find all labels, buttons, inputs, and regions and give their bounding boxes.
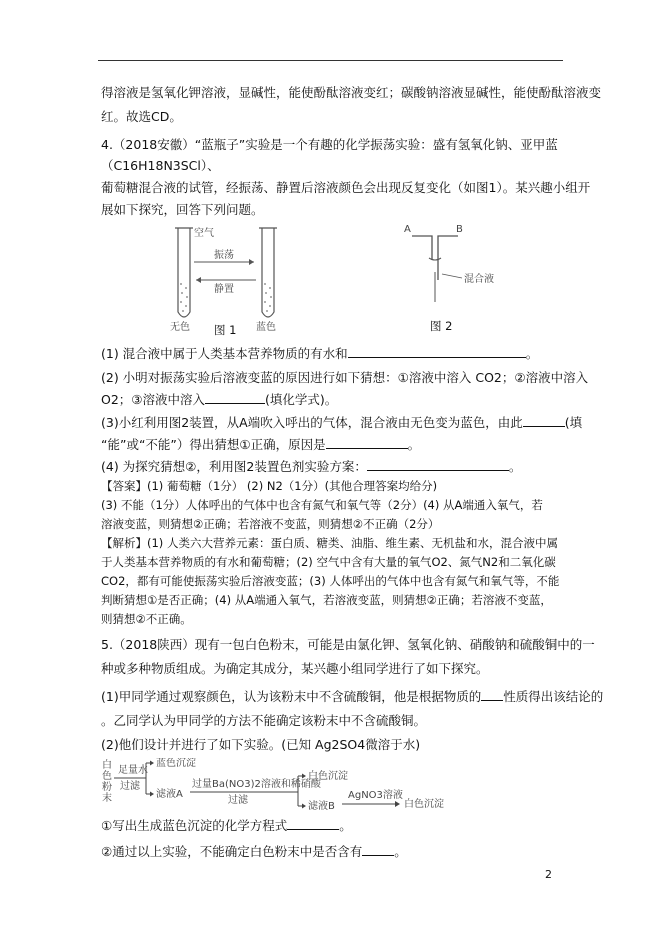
flow-filtrate-a: 滤液A xyxy=(156,789,183,800)
q4-analysis-line-2: 于人类基本营养物质的有水和葡萄糖；(2) 空气中含有大量的氧气O2、氮气N2和二氧化碳 xyxy=(101,555,556,569)
q4-sub4: (4) 为探究猜想②，利用图2装置色剂实验方案： 。 xyxy=(101,459,522,474)
fig1-caption: 图 1 xyxy=(214,323,237,337)
q5-sub2: (2)他们设计并进行了如下实验。(已知 Ag2SO4微溶于水) xyxy=(101,737,421,752)
q4-line-3: 葡萄糖混合液的试管，经振荡、静置后溶液颜色会出现反复变化（如图1）。某兴趣小组开 xyxy=(101,180,591,195)
flow-blue-precipitate: 蓝色沉淀 xyxy=(156,758,196,769)
fig1-rest-label: 静置 xyxy=(214,284,234,295)
q4-answer-line-1: 【答案】(1) 葡萄糖（1分） (2) N2（1分）(其他合理答案均给分) xyxy=(101,479,438,493)
q4-answer-line-3: 溶液变蓝，则猜想②正确；若溶液不变蓝，则猜想②不正确（2分） xyxy=(101,517,440,531)
flow-water-label: 足量水 xyxy=(118,765,148,776)
q4-line-1: 4.（2018安徽）“蓝瓶子”实验是一个有趣的化学振荡实验：盛有氢氧化钠、亚甲蓝 xyxy=(101,137,558,152)
q4-line-2: （C16H18N3SCl）、 xyxy=(101,158,220,173)
q5-line-2: 种或多种物质组成。为确定其成分，某兴趣小组同学进行了如下探究。 xyxy=(101,661,489,676)
q4-line-4: 展如下探究，回答下列问题。 xyxy=(101,202,264,217)
q5-c2: ②通过以上实验，不能确定白色粉末中是否含有 。 xyxy=(101,844,407,859)
fig2-b-label: B xyxy=(456,224,463,235)
figure-1 xyxy=(166,222,306,337)
intro-line-1: 得溶液是氢氧化钾溶液，显碱性，能使酚酞溶液变红；碳酸钠溶液显碱性，能使酚酞溶液变 xyxy=(101,85,602,100)
flow-filtrate-b: 滤液B xyxy=(308,801,335,810)
flow-filter1-label: 过滤 xyxy=(120,781,140,792)
flow-reagent-label: 过量Ba(NO3)2溶液和稀硝酸 xyxy=(192,779,321,790)
figure-2 xyxy=(402,222,512,322)
header-rule xyxy=(98,60,563,61)
flow-powder-char-2: 色 xyxy=(102,771,112,782)
q4-analysis-line-4: 判断猜想①是否正确；(4) 从A端通入氧气，若溶液变蓝，则猜想②正确；若溶液不变蓝， xyxy=(101,593,552,607)
fig2-mix-label: 混合液 xyxy=(464,274,494,285)
flow-filter2-label: 过滤 xyxy=(228,795,248,806)
fig1-air-label: 空气 xyxy=(194,228,214,239)
fig1-blue-label: 蓝色 xyxy=(256,322,276,333)
q5-sub1-line2: 。乙同学认为甲同学的方法不能确定该粉末中不含硫酸铜。 xyxy=(101,713,427,728)
flow-powder-char-1: 白 xyxy=(102,760,112,771)
q5-c1: ①写出生成蓝色沉淀的化学方程式 。 xyxy=(101,818,352,833)
flow-agno3-label: AgNO3溶液 xyxy=(348,790,403,801)
flow-white-precipitate-1: 白色沉淀 xyxy=(308,771,348,782)
q4-sub3-line2: “能”或“不能”）得出猜想①正确，原因是 。 xyxy=(101,437,421,452)
flow-powder-char-4: 末 xyxy=(102,793,112,804)
fig1-colorless-label: 无色 xyxy=(170,322,190,333)
q4-sub2-line1: (2) 小明对振荡实验后溶液变蓝的原因进行如下猜想：①溶液中溶入 CO2；②溶液中溶入 xyxy=(101,370,589,385)
flow-chart xyxy=(100,758,480,810)
flow-powder-char-3: 粉 xyxy=(102,782,112,793)
q4-sub1: (1) 混合液中属于人类基本营养物质的有水和 。 xyxy=(101,346,539,361)
q4-sub3-line1: (3)小红利用图2装置，从A端吹入呼出的气体，混合液由无色变为蓝色，由此 (填 xyxy=(101,415,583,430)
q4-answer-line-2: (3) 不能（1分）人体呼出的气体中也含有氮气和氧气等（2分）(4) 从A端通入氧气，若 xyxy=(101,498,543,512)
flow-white-precipitate-2: 白色沉淀 xyxy=(404,799,444,810)
fig2-a-label: A xyxy=(404,224,411,235)
q4-analysis-line-3: CO2，都有可能使振荡实验后溶液变蓝；(3) 人体呼出的气体中也含有氮气和氧气等，不能 xyxy=(101,574,560,588)
fig1-shake-label: 振荡 xyxy=(214,250,234,261)
intro-line-2: 红。故选CD。 xyxy=(101,109,182,124)
page-number: 2 xyxy=(545,868,552,881)
fig2-caption: 图 2 xyxy=(430,319,453,333)
q4-sub2-line2: O2；③溶液中溶入 (填化学式)。 xyxy=(101,392,338,407)
q4-analysis-line-5: 则猜想②不正确。 xyxy=(101,612,192,626)
q5-line-1: 5.（2018陕西）现有一包白色粉末，可能是由氯化钾、氢氧化钠、硝酸钠和硫酸铜中的一 xyxy=(101,637,595,652)
q4-analysis-line-1: 【解析】(1) 人类六大营养元素：蛋白质、糖类、油脂、维生素、无机盐和水，混合液中属 xyxy=(101,536,558,550)
q5-sub1-line1: (1)甲同学通过观察颜色，认为该粉末中不含硫酸铜，他是根据物质的 性质得出该结论的 xyxy=(101,689,604,704)
